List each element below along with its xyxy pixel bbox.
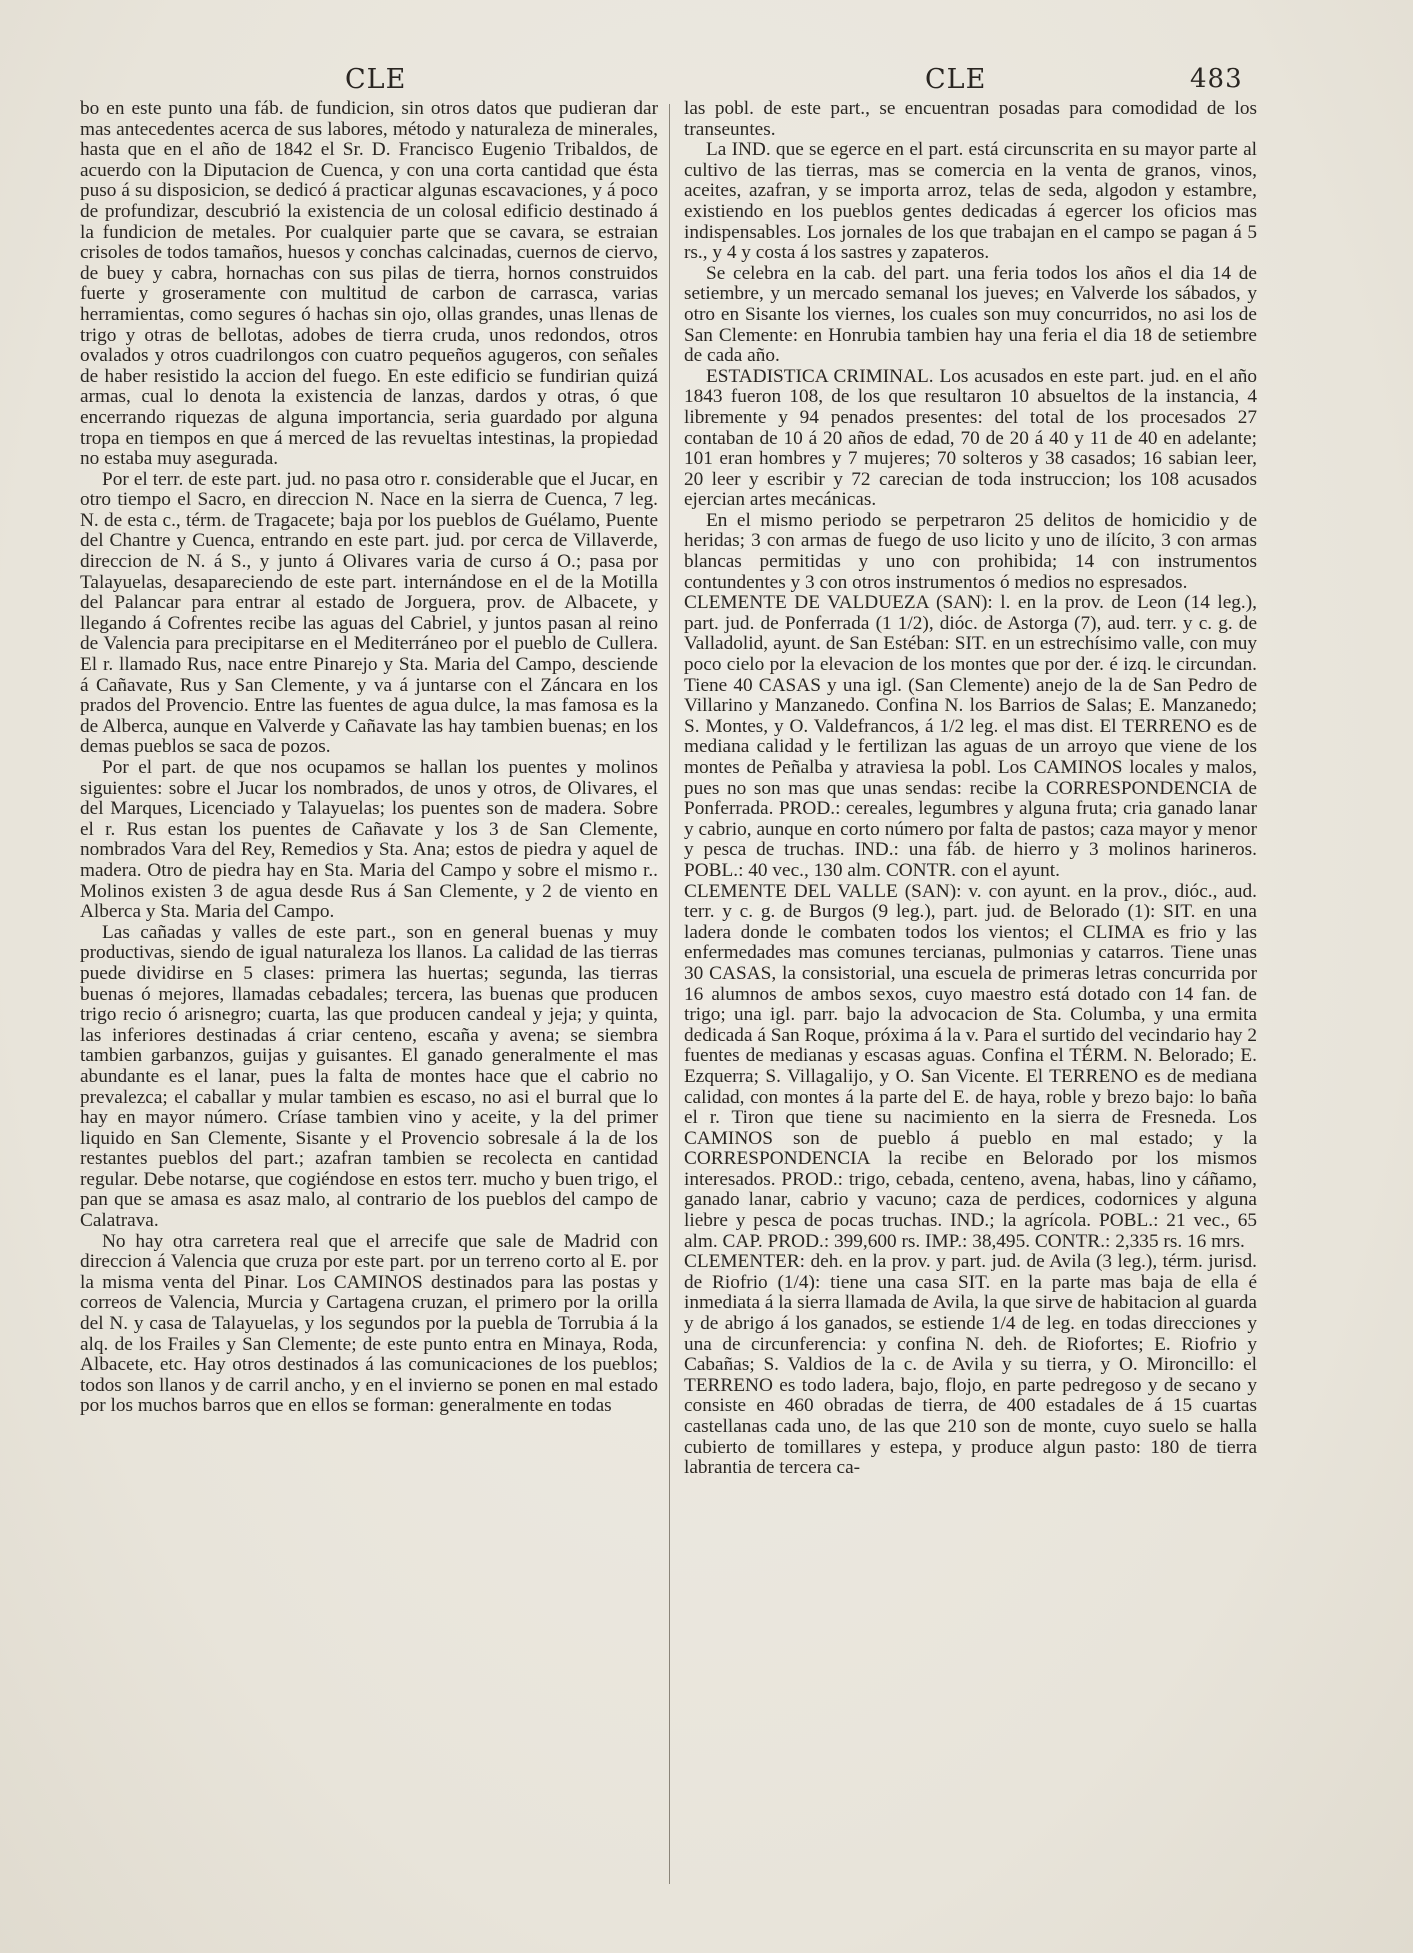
paragraph: La IND. que se egerce en el part. está circunscrita en su mayor parte al cultivo de las tierras, mas se comercia en la venta de granos, vinos, aceites, azafran, y se importa arroz, telas de seda, algodon y estambre, existiendo en los pueblos gentes dedicadas á egercer los oficios mas indispensables. Los jornales de los que trabajan en el campo se pagan á 5 rs., y 4 y costa á los sastres y zapateros. xyxy=(684,139,1257,264)
column-divider xyxy=(669,104,670,1884)
running-head-right: CLE xyxy=(925,64,987,95)
paragraph: Las cañadas y valles de este part., son en general buenas y muy productivas, siendo de igual naturaleza los llanos. La calidad de las tierras puede dividirse en 5 clases: primera las huertas; segunda, las tierras buenas ó mejores, llamadas cebadales; tercera, las buenas que producen trigo recio ó arisnegro; cuarta, las que producen candeal y jeja; y quinta, las inferiores destinadas á criar centeno, escaña y avena; se siembra tambien garbanzos, guijas y guisantes. El ganado generalmente el mas abundante es el lanar, pues la falta de montes hace que el cabrio no prevalezca; el caballar y mular tambien es escaso, no asi el burral que lo hay en mayor número. Críase tambien vino y aceite, y la del primer liquido en San Clemente, Sisante y el Provencio sobresale á la de los restantes pueblos del part.; azafran tambien se recolecta en cantidad regular. Debe notarse, que cogiéndose en estos terr. mucho y buen trigo, el pan que se amasa es asaz malo, al contrario de los pueblos del campo de Calatrava. xyxy=(80,921,658,1232)
entry-clemente-del-valle: CLEMENTE DEL VALLE (SAN): v. con ayunt. en la prov., dióc., aud. terr. y c. g. de Burgos (9 leg.), part. jud. de Belorado (1): SIT. en una ladera donde le combaten todos los vientos; el CLIMA es frio y las enfermedades mas comunes tercianas, pulmonias y catarros. Tiene unas 30 CASAS, la consistorial, una escuela de primeras letras concurrida por 16 alumnos de ambos sexos, cuyo maestro está dotado con 14 fan. de trigo; una igl. parr. bajo la advocacion de Sta. Columba, y una ermita dedicada á San Roque, próxima á la v. Para el surtido del vecindario hay 2 fuentes de medianas y escasas aguas. Confina el TÉRM. N. Belorado; E. Ezquerra; S. Villagalijo, y O. San Vicente. El TERRENO es de mediana calidad, con montes á la parte del E. de haya, roble y brezo bajo: lo baña el r. Tiron que tiene su nacimiento en la sierra de Fresneda. Los CAMINOS son de pueblo á pueblo en mal estado; y la CORRESPONDENCIA la recibe en Belorado por los mismos interesados. PROD.: trigo, cebada, centeno, avena, habas, lino y cáñamo, ganado lanar, cabrio y vacuno; caza de perdices, codornices y alguna liebre y pesca de pocas truchas. IND.; la agrícola. POBL.: 21 vec., 65 alm. CAP. PROD.: 399,600 rs. IMP.: 38,495. CONTR.: 2,335 rs. 16 mrs. xyxy=(684,880,1257,1252)
paragraph: Por el terr. de este part. jud. no pasa otro r. considerable que el Jucar, en otro tiempo el Sacro, en direccion N. Nace en la sierra de Cuenca, 7 leg. N. de esta c., térm. de Tragacete; baja por los pueblos de Guélamo, Puente del Chantre y Cuenca, entrando en este part. jud. por cerca de Villaverde, direccion de N. á S., y junto á Olivares varia de curso á O.; pasa por Talayuelas, desapareciendo de este part. internándose en el de la Motilla del Palancar para entrar al estado de Jorguera, prov. de Albacete, y llegando á Cofrentes recibe las aguas del Cabriel, y juntos pasan al reino de Valencia para precipitarse en el Mediterráneo por el pueblo de Cullera. El r. llamado Rus, nace entre Pinarejo y Sta. Maria del Campo, desciende á Cañavate, Rus y San Clemente, y va á juntarse con el Záncara en los prados del Provencio. Entre las fuentes de agua dulce, la mas famosa es la de Alberca, aunque en Valverde y Cañavate las hay tambien buenas; en los demas pueblos se saca de pozos. xyxy=(80,468,658,758)
paragraph: ESTADISTICA CRIMINAL. Los acusados en este part. jud. en el año 1843 fueron 108, de los que resultaron 10 absueltos de la instancia, 4 libremente y 94 penados presentes: del total de los procesados 27 contaban de 10 á 20 años de edad, 70 de 20 á 40 y 11 de 40 en adelante; 101 eran hombres y 7 mujeres; 70 solteros y 38 casados; 16 sabian leer, 20 leer y escribir y 72 carecian de toda instruccion; los 108 acusados ejercian artes mecánicas. xyxy=(684,365,1257,511)
entry-clementer: CLEMENTER: deh. en la prov. y part. jud. de Avila (3 leg.), térm. jurisd. de Riofrio (1/4): tiene una casa SIT. en la parte mas baja de ella é inmediata á la sierra llamada de Avila, la que sirve de habitacion al guarda y de abrigo á los ganados, se estiende 1/4 de leg. en todas direcciones y una de circunferencia: y confina N. deh. de Riofortes; E. Riofrio y Cabañas; S. Valdios de la c. de Avila y su tierra, y O. Mironcillo: el TERRENO es todo ladera, bajo, flojo, en parte pedregoso y de secano y consiste en 460 obradas de tierra, de 400 estadales de á 15 cuartas castellanas cada uno, de las que 210 son de monte, cuyo suelo se halla cubierto de tomillares y estepa, y produce algun pasto: 180 de tierra labrantia de tercera ca- xyxy=(684,1251,1257,1479)
paragraph: Por el part. de que nos ocupamos se hallan los puentes y molinos siguientes: sobre el Jucar los nombrados, de unos y otros, de Olivares, el del Marques, Licenciado y Talayuelas; los puentes son de madera. Sobre el r. Rus estan los puentes de Cañavate y los 3 de San Clemente, nombrados Vara del Rey, Remedios y Sta. Ana; estos de piedra y aquel de madera. Otro de piedra hay en Sta. Maria del Campo y sobre el mismo r.. Molinos existen 3 de agua desde Rus á San Clemente, y 2 de viento en Alberca y Sta. Maria del Campo. xyxy=(80,757,658,923)
paragraph: En el mismo periodo se perpetraron 25 delitos de homicidio y de heridas; 3 con armas de fuego de uso licito y uno de ilícito, 3 con armas blancas permitidas y uno con prohibida; 14 con instrumentos contundentes y 3 con otros instrumentos ó medios no espresados. xyxy=(684,509,1257,593)
entry-clemente-de-valdueza: CLEMENTE DE VALDUEZA (SAN): l. en la prov. de Leon (14 leg.), part. jud. de Ponferrada (1 1/2), dióc. de Astorga (7), aud. terr. y c. g. de Valladolid, ayunt. de San Estéban: SIT. en un estrechísimo valle, con muy poco cielo por la elevacion de los montes que por der. é izq. le circundan. Tiene 40 CASAS y una igl. (San Clemente) anejo de la de San Pedro de Villarino y Manzanedo. Confina N. los Barrios de Salas; E. Manzanedo; S. Montes, y O. Valdefrancos, á 1/2 leg. el mas dist. El TERRENO es de mediana calidad y le fertilizan las aguas de un arroyo que viene de los montes de Peñalba y atraviesa la pobl. Los CAMINOS locales y malos, pues no son mas que unas sendas: recibe la CORRESPONDENCIA de Ponferrada. PROD.: cereales, legumbres y alguna fruta; cria ganado lanar y cabrio, aunque en corto número por falta de pastos; caza mayor y menor y pesca de truchas. IND.: una fáb. de hierro y 3 molinos harineros. POBL.: 40 vec., 130 alm. CONTR. con el ayunt. xyxy=(684,592,1257,881)
right-column xyxy=(684,99,1257,1479)
running-head-left: CLE xyxy=(345,64,407,95)
paragraph: bo en este punto una fáb. de fundicion, sin otros datos que pudieran dar mas antecedentes acerca de sus labores, método y naturaleza de minerales, hasta que en el año de 1842 el Sr. D. Francisco Eugenio Tribaldos, de acuerdo con la Diputacion de Cuenca, y con una corta cantidad que ésta puso á su disposicion, se dedicó á practicar algunas escavaciones, y á poco de profundizar, descubrió la existencia de un colosal edificio destinado á la fundicion de metales. Por cualquier parte que se cavara, se estraian crisoles de todos tamaños, huesos y conchas calcinadas, cuernos de ciervo, de buey y cabra, hornachas con sus pilas de tierra, hornos construidos fuerte y groseramente con multitud de carbon de carrasca, varias herramientas, como segures ó hachas sin ojo, ollas grandes, unas llenas de trigo y otras de bellotas, adobes de tierra cruda, unos redondos, otros ovalados y otros cuadrilongos con cuatro pequeños agugeros, con señales de haber resistido la accion del fuego. En este edificio se fundirian quizá armas, cual lo denota la existencia de lanzas, dardos y otras, ó que encerrando riquezas de alguna importancia, seria guardado por alguna tropa en tiempos en que á merced de las revueltas intestinas, la propiedad no estaba muy asegurada. xyxy=(80,98,658,470)
page-number: 483 xyxy=(1190,64,1243,94)
paragraph: Se celebra en la cab. del part. una feria todos los años el dia 14 de setiembre, y un mercado semanal los jueves; en Valverde los sábados, y otro en Sisante los viernes, los cuales son muy concurridos, no asi los de San Clemente: en Honrubia tambien hay una feria el dia 18 de setiembre de cada año. xyxy=(684,262,1257,367)
left-column xyxy=(80,99,658,1417)
paragraph: No hay otra carretera real que el arrecife que sale de Madrid con direccion á Valencia que cruza por este part. por un terreno corto al E. por la misma venta del Pinar. Los CAMINOS destinados para las postas y correos de Valencia, Murcia y Cartagena cruzan, el primero por la orilla del N. y casa de Talayuelas, y los segundos por la puebla de Torrubia á la alq. de los Frailes y San Clemente; de este punto entra en Minaya, Roda, Albacete, etc. Hay otros destinados á las comunicaciones de los pueblos; todos son llanos y de carril ancho, y en el invierno se ponen en mal estado por los muchos barros que en ellos se forman: generalmente en todas xyxy=(80,1230,658,1417)
paragraph: las pobl. de este part., se encuentran posadas para comodidad de los transeuntes. xyxy=(684,98,1257,140)
